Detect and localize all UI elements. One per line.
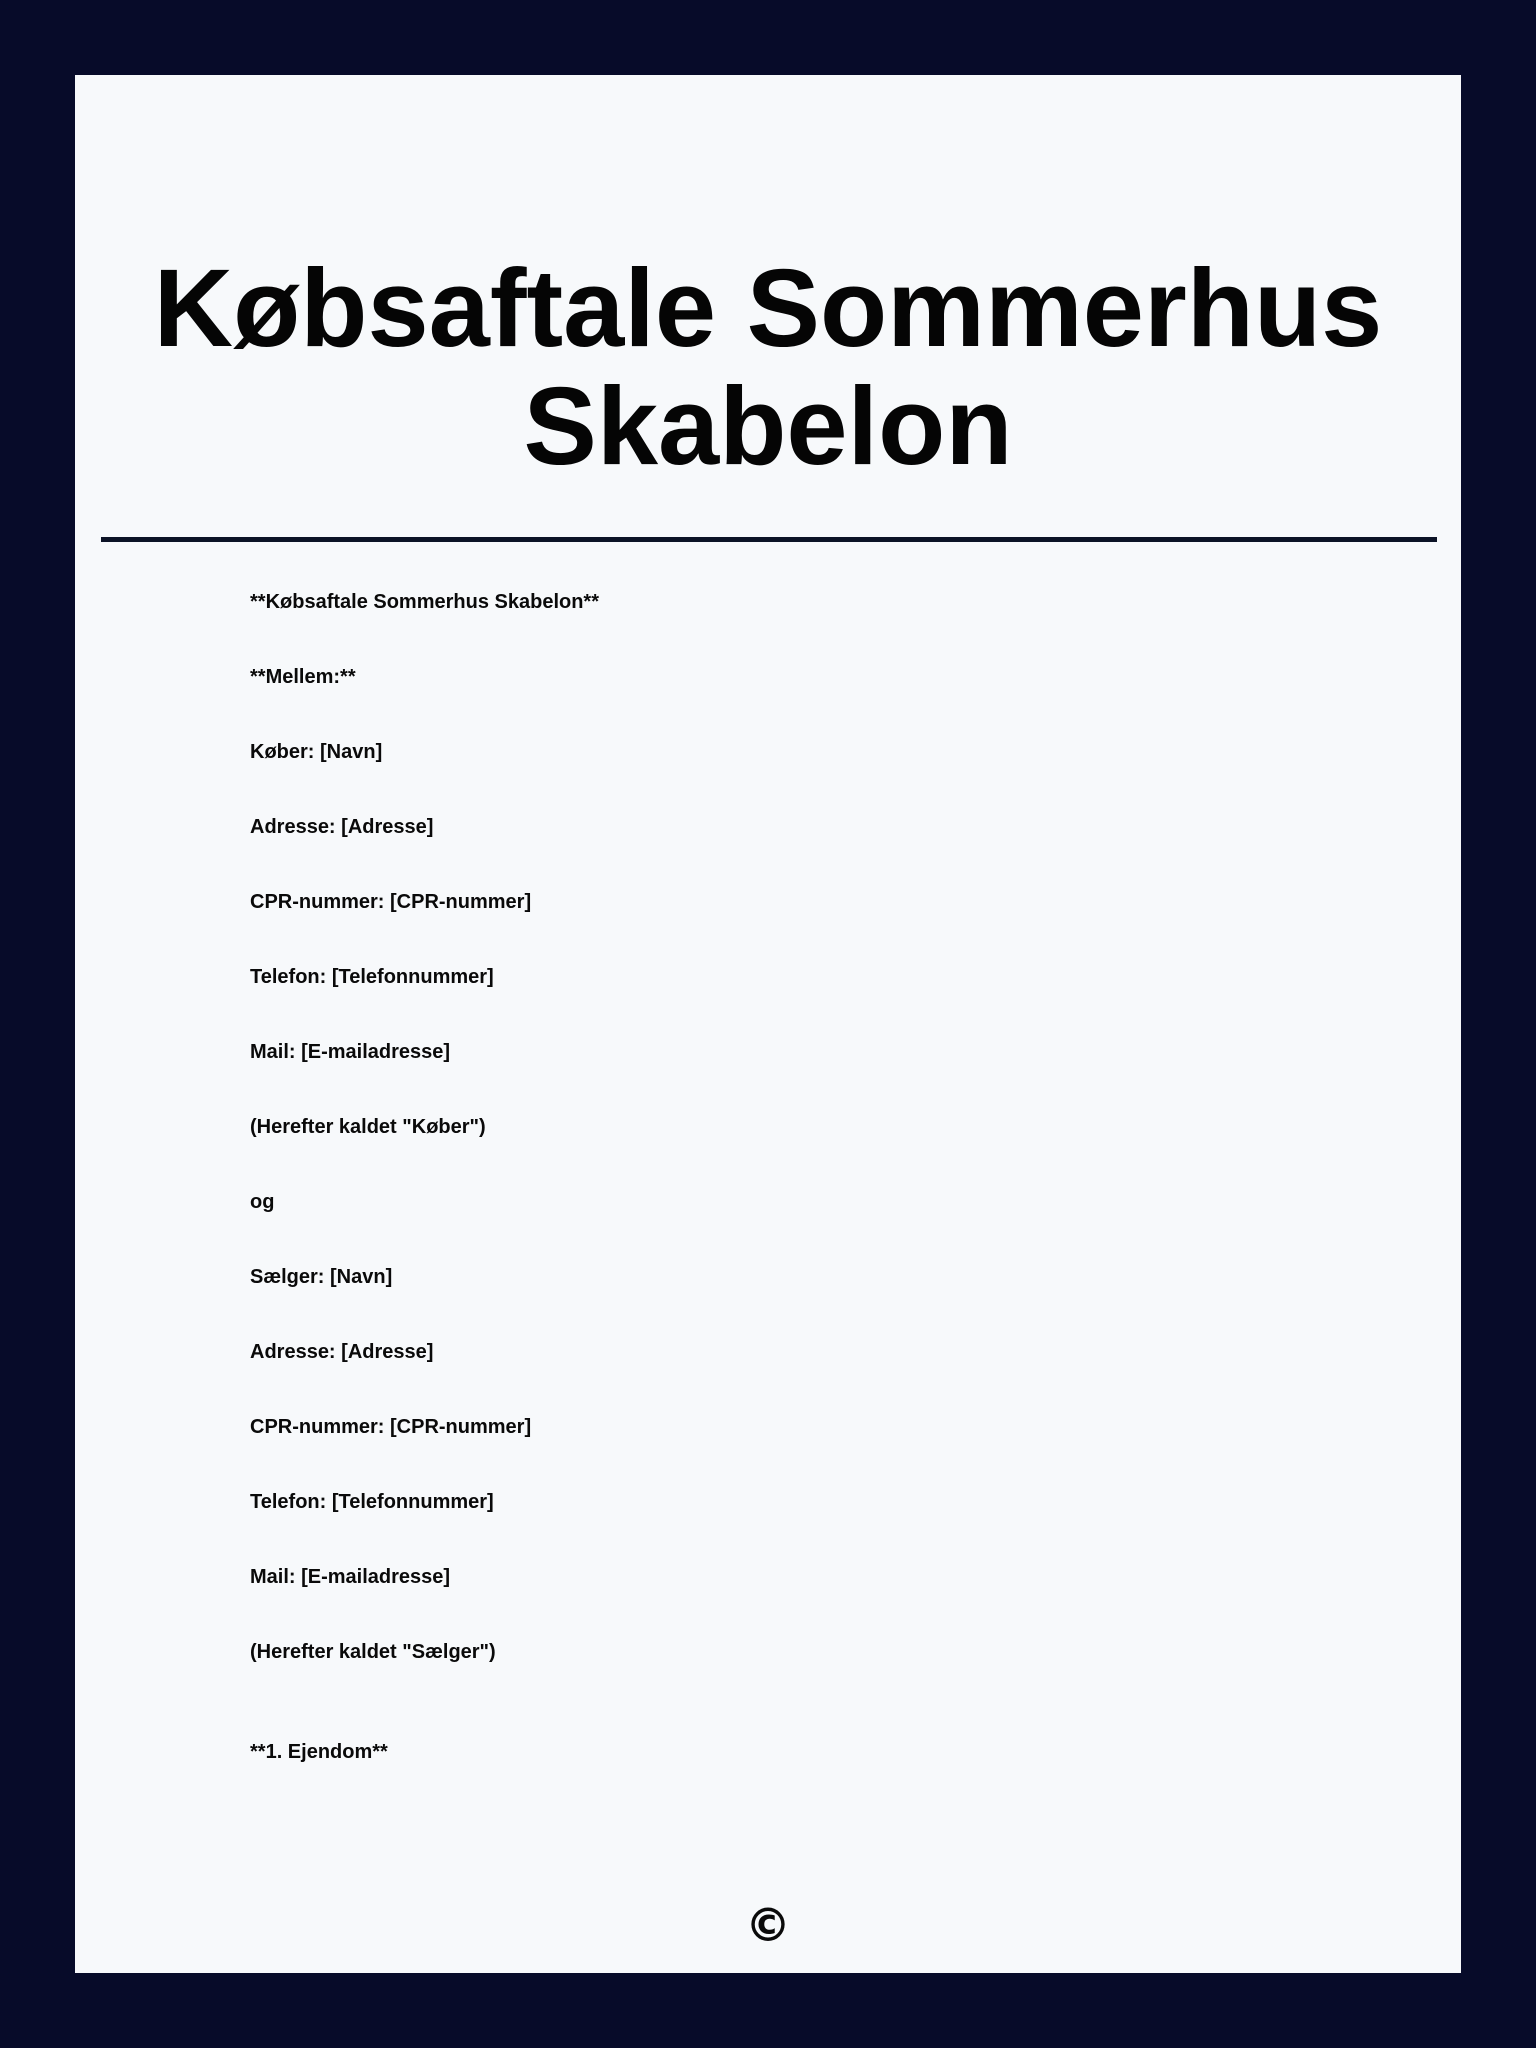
buyer-phone-line: Telefon: [Telefonnummer]: [250, 966, 494, 988]
seller-address-line: Adresse: [Adresse]: [250, 1341, 434, 1363]
buyer-mail-line: Mail: [E-mailadresse]: [250, 1041, 451, 1063]
seller-mail-line: Mail: [E-mailadresse]: [250, 1566, 451, 1588]
section-1-heading: **1. Ejendom**: [250, 1741, 388, 1763]
parties-heading: **Mellem:**: [250, 666, 356, 688]
buyer-designation-line: (Herefter kaldet "Køber"): [250, 1116, 486, 1138]
conjunction-line: og: [250, 1191, 275, 1213]
seller-designation-line: (Herefter kaldet "Sælger"): [250, 1641, 496, 1663]
seller-cpr-line: CPR-nummer: [CPR-nummer]: [250, 1416, 532, 1438]
buyer-name-line: Køber: [Navn]: [250, 741, 383, 763]
seller-name-line: Sælger: [Navn]: [250, 1266, 393, 1288]
document-title: Købsaftale Sommerhus Skabelon: [153, 247, 1383, 488]
title-divider: [101, 537, 1437, 542]
body-heading: **Købsaftale Sommerhus Skabelon**: [250, 591, 599, 613]
seller-phone-line: Telefon: [Telefonnummer]: [250, 1491, 494, 1513]
buyer-cpr-line: CPR-nummer: [CPR-nummer]: [250, 891, 532, 913]
copyright-icon: ©: [745, 1898, 791, 1952]
document-page: [75, 75, 1461, 1973]
buyer-address-line: Adresse: [Adresse]: [250, 816, 434, 838]
